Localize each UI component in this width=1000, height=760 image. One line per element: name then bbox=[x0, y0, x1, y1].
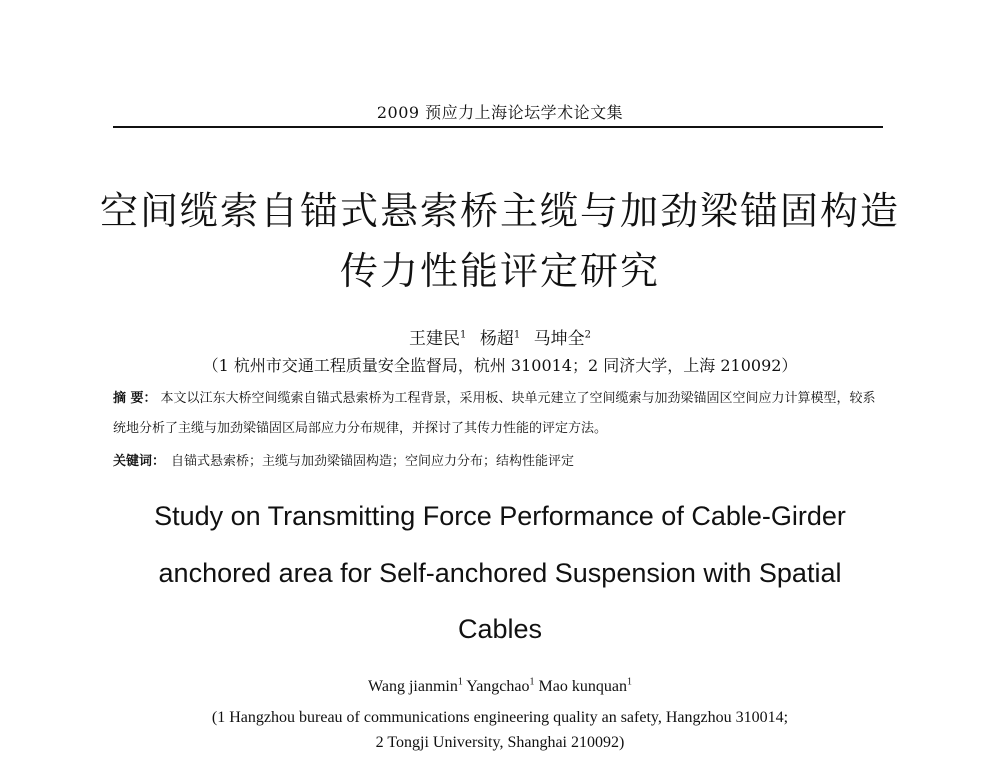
author-zh-name: 马坤全 bbox=[533, 329, 585, 349]
header-rule bbox=[113, 126, 883, 128]
author-en-sup: 1 bbox=[457, 676, 463, 688]
abstract-zh bbox=[113, 384, 885, 444]
affiliation-zh: （1 杭州市交通工程质量安全监督局，杭州 310014；2 同济大学，上海 210092） bbox=[202, 356, 798, 375]
affiliation-en-line-2: 2 Tongji University, Shanghai 210092) bbox=[375, 734, 625, 751]
title-en-line-1: Study on Transmitting Force Performance of Cable-Girder bbox=[154, 501, 846, 531]
author-zh-name: 杨超 bbox=[479, 329, 514, 349]
keywords-label: 关键词： bbox=[113, 454, 166, 469]
authors-zh bbox=[0, 324, 1000, 349]
title-zh-line-1: 空间缆索自锚式悬索桥主缆与加劲梁锚固构造 bbox=[99, 189, 900, 233]
keywords-text: 自锚式悬索桥；主缆与加劲梁锚固构造；空间应力分布；结构性能评定 bbox=[171, 454, 575, 469]
author-zh-sup: 1 bbox=[460, 329, 467, 341]
author-zh-name: 王建民 bbox=[409, 329, 461, 349]
title-zh-line-2: 传力性能评定研究 bbox=[339, 249, 660, 293]
author-en-sup: 1 bbox=[529, 676, 535, 688]
affiliation-en-line-1: (1 Hangzhou bureau of communications engineering quality an safety, Hangzhou 310014; bbox=[211, 709, 789, 726]
keywords-zh bbox=[113, 450, 885, 469]
author-zh-sup: 2 bbox=[584, 329, 591, 341]
title-en-line-3: Cables bbox=[457, 614, 543, 644]
author-zh-sup: 1 bbox=[513, 329, 521, 341]
running-header: 2009 预应力上海论坛学术论文集 bbox=[376, 103, 624, 122]
title-en-line-2: anchored area for Self-anchored Suspension with Spatial bbox=[158, 558, 842, 588]
abstract-label: 摘 要： bbox=[113, 391, 157, 406]
author-en-name: Mao kunquan bbox=[538, 678, 627, 695]
author-en-name: Yangchao bbox=[466, 678, 530, 695]
abstract-text: 本文以江东大桥空间缆索自锚式悬索桥为工程背景，采用板、块单元建立了空间缆索与加劲梁锚固区空间应力计算模型，较系统地分析了主缆与加劲梁锚固区局部应力分布规律，并探讨了其传力性能的评定方法。 bbox=[113, 391, 876, 436]
authors-en bbox=[0, 678, 1000, 696]
author-en-sup: 1 bbox=[626, 676, 632, 688]
author-en-name: Wang jianmin bbox=[368, 678, 458, 695]
